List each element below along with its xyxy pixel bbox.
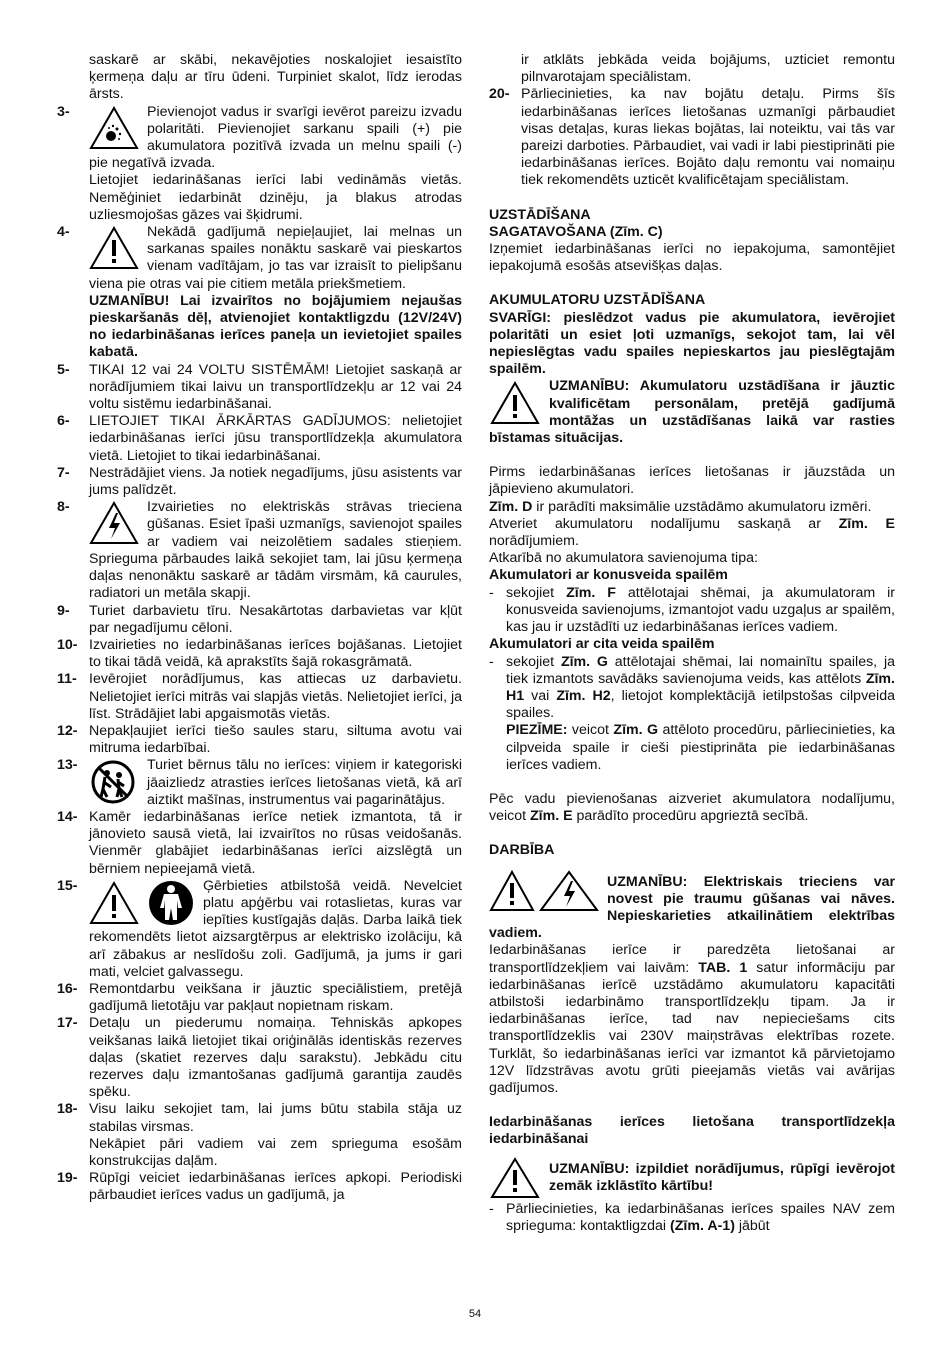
warning-triangle-icon xyxy=(89,226,139,270)
list-item-3 xyxy=(57,104,462,224)
subheading-cone-terminals: Akumulatori ar konusveida spailēm xyxy=(489,567,728,584)
list-item-9 xyxy=(57,603,462,637)
note xyxy=(506,722,895,774)
item-warning: UZMANĪBU! Lai izvairītos no bojājumiem nejaušas pieskaršanās dēļ, atvienojiet kontaktligzdu (12V/24V) no iedarbināšanas ierīces paneļa un ievietojiet spailes kabatā. xyxy=(89,292,462,361)
text-span: , lietojot komplektācijā ietilpstošas cilpveida spailes. xyxy=(506,687,895,722)
list-item-8 xyxy=(57,499,462,602)
section-heading-operation: DARBĪBA xyxy=(489,842,555,859)
cone-instruction: - sekojiet Zīm. F attēlotajai shēmai, ja akumulatoram ir konusveida savienojums, izmantojot vadu uzgaļus ar spailēm, kas jau ir uzstādīti uz iedarbināšanas ierīces vadiem. xyxy=(489,584,896,636)
intro-text: saskarē ar skābi, nekavējoties noskalojiet iesaistīto ķermeņa daļu ar tīru ūdeni. Turpiniet skalot, līdz ierodas ārsts. xyxy=(89,52,462,103)
item-number: 19- xyxy=(57,1170,78,1187)
section-heading-setup: UZSTĀDĪŠANA xyxy=(489,206,591,223)
close-compartment-text xyxy=(489,791,895,825)
list-item-14 xyxy=(57,809,462,878)
warning-triangle-icon xyxy=(489,1157,541,1199)
subheading-vehicle-start: Iedarbināšanas ierīces lietošana transportlīdzekļa iedarbināšanai xyxy=(489,1114,895,1148)
list-item-12 xyxy=(57,723,462,757)
item-number: 6- xyxy=(57,413,70,430)
text-span: sekojiet xyxy=(506,653,561,670)
preparation-text: Izņemiet iedarbināšanas ierīci no iepakojuma, samontējiet iepakojumā esošās atsevišķas daļas. xyxy=(489,241,895,275)
item-text: Visu laiku sekojiet tam, lai jums būtu stabila stāja uz stabilas virsmas. xyxy=(89,1101,462,1135)
item-number: 12- xyxy=(57,722,78,739)
item-text: Pārliecinieties, ka nav bojātu detaļu. Pirms šīs iedarbināšanas ierīces lietošanas uzmanīgi pārbaudiet visas detaļas, kuras liekas bojātas, lai noteiktu, vai tās var pareizi darboties. Pārbaudiet, vai vadi ir labi piestiprināti pie iedarbināšanas ierīces. Bojāto daļu remontu vai nomaiņu tiek rekomendēts uzticēt kvalificētajam speciālistam. xyxy=(521,86,895,189)
text-span: Iedarbināšanas ierīce ir paredzēta lietošanai ar transportlīdzekļiem vai laivām: xyxy=(489,942,895,976)
item-text-2: Nekāpiet pāri vadiem vai zem sprieguma esošām konstrukcijas daļām. xyxy=(89,1135,462,1169)
text-span: jābūt xyxy=(734,1217,770,1234)
note-label: PIEZĪME: xyxy=(506,722,568,739)
item-text: Izvairieties no iedarbināšanas ierīces bojāšanas. Lietojiet to tikai tādā veidā, kā aprakstīts šajā rokasgrāmatā. xyxy=(89,636,462,671)
text-span: sekojiet xyxy=(506,584,567,601)
text-span: veicot xyxy=(567,722,614,739)
warning-triangle-icon xyxy=(89,880,139,926)
fig-ref: Zīm. E xyxy=(838,515,895,532)
list-item-6 xyxy=(57,413,462,465)
text-span: Pārliecinieties, ka iedarbināšanas ierīces spailes NAV zem sprieguma: kontaktligzdai xyxy=(506,1200,895,1234)
text-span: parādīto procedūru apgrieztā secībā. xyxy=(572,808,809,825)
item-text: Turiet darbavietu tīru. Nesakārtotas darbavietas var kļūt par negadījumu cēloni. xyxy=(89,602,462,636)
list-item-16 xyxy=(57,981,462,1015)
list-item-5 xyxy=(57,362,462,414)
left-column xyxy=(57,52,462,1205)
subheading-preparation: SAGATAVOŠANA (Zīm. C) xyxy=(489,223,663,240)
text-span: attēlotajai shēmai, ja akumulatoram ir konusveida savienojums, izmantojot vadu uzgaļus ar spailēm, kas jau ir uzstādīti uz iedarbināšanas ierīces vadiem. xyxy=(506,584,896,636)
list-item-7 xyxy=(57,465,462,499)
fig-ref: Zīm. F xyxy=(566,584,616,601)
fig-ref: (Zīm. A-1) xyxy=(670,1217,735,1234)
table-ref: TAB. 1 xyxy=(698,959,748,976)
item-text: Pievienojot vadus ir svarīgi ievērot pareizu izvadu polaritāti. Pievienojiet sarkanu spaili (+) pie akumulatora pozitīvā izvada un melnu spaili (-) pie negatīvā izvada. xyxy=(89,103,462,172)
list-item-17 xyxy=(57,1015,462,1101)
install-warning-text: UZMANĪBU: Akumulatoru uzstādīšana ir jāuztic kvalificētam personālam, pretējā gadījumā montāžas un uzstādīšanas laikā var rasties bīstamas situācijas. xyxy=(489,378,895,447)
item-text: Kamēr iedarbināšanas ierīce netiek izmantota, tā ir jānovieto sausā vietā, lai izvairītos no rūsas veidošanās. Vienmēr glabājiet iedarbināšanas ierīci aizslēgtā un bērniem nepieejamā vietā. xyxy=(89,808,462,877)
page-number: 54 xyxy=(468,1308,482,1320)
item-number: 15- xyxy=(57,877,78,894)
right-column xyxy=(489,52,895,1235)
text-span: satur informāciju par iedarbināšanas ierīcē uzstādāmo akumulatoru kapacitāti atbilstoši iedarbināmo transportlīdzekļu tipam. Ja ir iedarbināšanas ierīce, tad nav nepieciešams cits transportlīdzeklis vai 230V maiņstrāvas elektrības rozete. Turklāt, šo iedarbināšanas ierīci var izmantot kā pārvietojamo 12V līdzstrāvas avotu grūti pieejamās vietās vai avārijas gadījumos. xyxy=(489,959,896,1096)
electric-shock-icon xyxy=(539,870,599,912)
shock-warning xyxy=(489,868,895,943)
text-span: vai xyxy=(524,687,557,704)
list-item-11 xyxy=(57,671,462,723)
item-number: 11- xyxy=(57,671,77,688)
subheading-other-terminals: Akumulatori ar cita veida spailēm xyxy=(489,636,715,653)
list-item-15 xyxy=(57,878,462,981)
list-item-10 xyxy=(57,637,462,671)
fig-ref: Zīm. E xyxy=(530,808,573,825)
fig-ref: Zīm. H1 xyxy=(506,670,895,704)
item-number: 9- xyxy=(57,602,70,619)
item-number: 14- xyxy=(57,808,78,825)
install-warning xyxy=(489,378,895,447)
battery-p1: Pirms iedarbināšanas ierīces lietošanas ir jāuzstāda un jāpievieno akumulatori. xyxy=(489,464,895,498)
text-span: ir parādīti maksimālie uzstādāmo akumulatoru izmēri. xyxy=(532,498,872,515)
item-number: 8- xyxy=(57,499,70,516)
item-text-2: Lietojiet iedarināšanas ierīci labi vedināmās vietās. Neměģiniet iedarbināt dzinēju, ja blakus atrodas uzliesmojošas gāzes vai šķidrumi. xyxy=(89,172,462,223)
item-number: 16- xyxy=(57,980,78,997)
battery-p2 xyxy=(489,499,895,516)
explosion-warning-icon xyxy=(89,106,139,150)
item-text: Nepakļaujiet ierīci tiešo saules staru, siltuma avotu vai mitruma iedarbībai. xyxy=(89,722,462,757)
item-number: 18- xyxy=(57,1101,78,1118)
follow-warning xyxy=(489,1155,895,1195)
list-item-20 xyxy=(489,86,895,189)
fig-ref: Zīm. D xyxy=(489,498,533,515)
important-note: SVARĪGI: pieslēdzot vadus pie akumulatora, ievērojiet polaritāti un esiet ļoti uzmanīgs, sekojot tam, lai vēl nepieslēgtas vadu spailes nepieskartos jau pieslēgtajām spailēm. xyxy=(489,309,895,378)
item-text: Ģērbieties atbilstošā veidā. Nevelciet platu apģērbu vai rotaslietas, kuras var iepīties kustīgajās daļās. Darba laikā tiek rekomendēts lietot aizsargtērpus ar elektrisko izolāciju, kā arī zābakus ar neslīdošu zoli. Gadījumā, ja jums ir gari mati, velciet galvassegu. xyxy=(89,877,462,980)
text-span: attēlotajai shēmai, lai nomainītu spailes, ja tiek izmantots savādāks savienojuma veids, kas attēlots xyxy=(506,653,895,687)
warning-triangle-icon xyxy=(489,870,535,912)
follow-warning-text: UZMANĪBU: izpildiet norādījumus, rūpīgi ievērojot zemāk izklāstīto kārtību! xyxy=(549,1160,895,1194)
shock-warning-text: UZMANĪBU: Elektriskais trieciens var novest pie traumu gūšanas vai nāves. Nepieskarieties atkailinātiem elektrības vadiem. xyxy=(489,873,895,942)
item-text: TIKAI 12 vai 24 VOLTU SISTĒMĀM! Lietojiet saskaņā ar norādījumiem tikai laivu un transportlīdzekļu ar 12 vai 24 voltu sistēmu iedarbināšanai. xyxy=(89,361,462,413)
operation-text xyxy=(489,942,895,1097)
item-number: 5- xyxy=(57,361,70,378)
section-heading-battery: AKUMULATORU UZSTĀDĪŠANA xyxy=(489,292,706,309)
item-number: 4- xyxy=(57,224,70,241)
fig-ref: Zīm. G xyxy=(560,653,608,670)
item-text: Nestrādājiet viens. Ja notiek negadījums, jūsu asistents var jums palīdzēt. xyxy=(89,464,462,499)
battery-p4: Atkarībā no akumulatora savienojuma tipa: xyxy=(489,550,758,567)
item-19-continuation: ir atklāts jebkāda veida bojājums, uzticiet remontu pilnvarotajam speciālistam. xyxy=(521,52,895,86)
item-number: 17- xyxy=(57,1015,78,1032)
item-text: LIETOJIET TIKAI ĀRKĀRTAS GADĪJUMOS: nelietojiet iedarbināšanas ierīci jūsu transportlīdzekļa akumulatora vietā. Lietojiet to tikai iedarbināšanai. xyxy=(89,413,462,464)
item-number: 3- xyxy=(57,103,70,120)
item-text: Turiet bērnus tālu no ierīces: viņiem ir kategoriski jāaizliedz atrasties ierīces lietošanas vietā, kā arī aiztikt mašīnas, instrumentus vai pagarinātājus. xyxy=(147,757,462,808)
text-span: Atveriet akumulatoru nodalījumu saskaņā ar xyxy=(489,515,839,532)
item-text: Rūpīgi veiciet iedarbināšanas ierīces apkopi. Periodiski pārbaudiet ierīces vadus un gadījumā, ja xyxy=(89,1170,462,1204)
item-number: 20- xyxy=(489,86,510,103)
item-text: Detaļu un piederumu nomaiņa. Tehniskās apkopes veikšanas laikā lietojiet tikai oriģinālās identiskās rezerves daļas (skatiet rezerves daļu sarakstu). Jebkādu citu rezerves daļu izmantošanas gadījumā garantija zaudēs spēku. xyxy=(89,1015,462,1101)
text-span: Pēc vadu pievienošanas aizveriet akumulatora nodalījumu, veicot xyxy=(489,790,895,825)
item-number: 13- xyxy=(57,757,78,774)
check-terminals-instruction: - Pārliecinieties, ka iedarbināšanas ierīces spailes NAV zem sprieguma: kontaktligzdai (Zīm. A-1) jābūt xyxy=(489,1200,895,1234)
item-text: Ievērojiet norādījumus, kas attiecas uz darbavietu. Nelietojiet ierīci mitrās vai slapjās vietās. Nelietojiet ierīci, ja līst. Strādājiet labi apgaismotās vietās. xyxy=(89,671,462,722)
item-text: Nekādā gadījumā nepieļaujiet, lai melnas un sarkanas spailes nonāktu saskarē vai pieskartos vienam vadītājam, jo tas var izraisīt to pielipšanu viena pie otras vai pie citiem metāla priekšmetiem. xyxy=(89,224,462,292)
text-span: attēloto procedūru, pārliecinieties, ka cilpveida spaile ir cieši piestiprināta pie iedarbināšanas ierīces vadiem. xyxy=(506,722,895,773)
list-item-19 xyxy=(57,1170,462,1204)
warning-triangle-icon xyxy=(489,380,541,426)
list-item-13 xyxy=(57,757,462,809)
battery-p3 xyxy=(489,516,895,550)
item-number: 10- xyxy=(57,636,78,653)
item-text: Remontdarbu veikšana ir jāuztic speciālistiem, pretējā gadījumā lietotāju var pakļaut nopietnam riskam. xyxy=(89,980,462,1015)
item-number: 7- xyxy=(57,464,70,481)
fig-ref: Zīm. H2 xyxy=(556,687,611,704)
list-item-4 xyxy=(57,224,462,362)
electric-shock-icon xyxy=(89,501,139,545)
list-item-18 xyxy=(57,1101,462,1170)
item-text: Izvairieties no elektriskās strāvas trieciena gūšanas. Esiet īpaši uzmanīgs, savienojot spailes ar vadiem vai neizolētiem sadales stieņiem. Sprieguma pārbaudes laikā sekojiet tam, lai jūsu ķermeņa daļas nenonāktu saskarē ar tādām virsmām, kā caurules, radiatori un metāla skapji. xyxy=(89,499,462,602)
other-instruction: - sekojiet Zīm. G attēlotajai shēmai, lai nomainītu spailes, ja tiek izmantots savādāks savienojuma veids, kas attēlots Zīm. H1 vai Zīm. H2, lietojot komplektācijā ietilpstošas cilpveida spailes. PIEZĪME: veicot Zīm. G attēloto procedūru, pārliecinieties, ka cilpveida spaile ir cieši piestiprināta pie iedarbināšanas ierīces vadiem. xyxy=(489,653,895,773)
text-span: norādījumiem. xyxy=(489,533,579,550)
fig-ref: Zīm. G xyxy=(613,722,659,739)
protective-clothing-icon xyxy=(147,880,195,926)
no-children-icon xyxy=(89,759,139,805)
